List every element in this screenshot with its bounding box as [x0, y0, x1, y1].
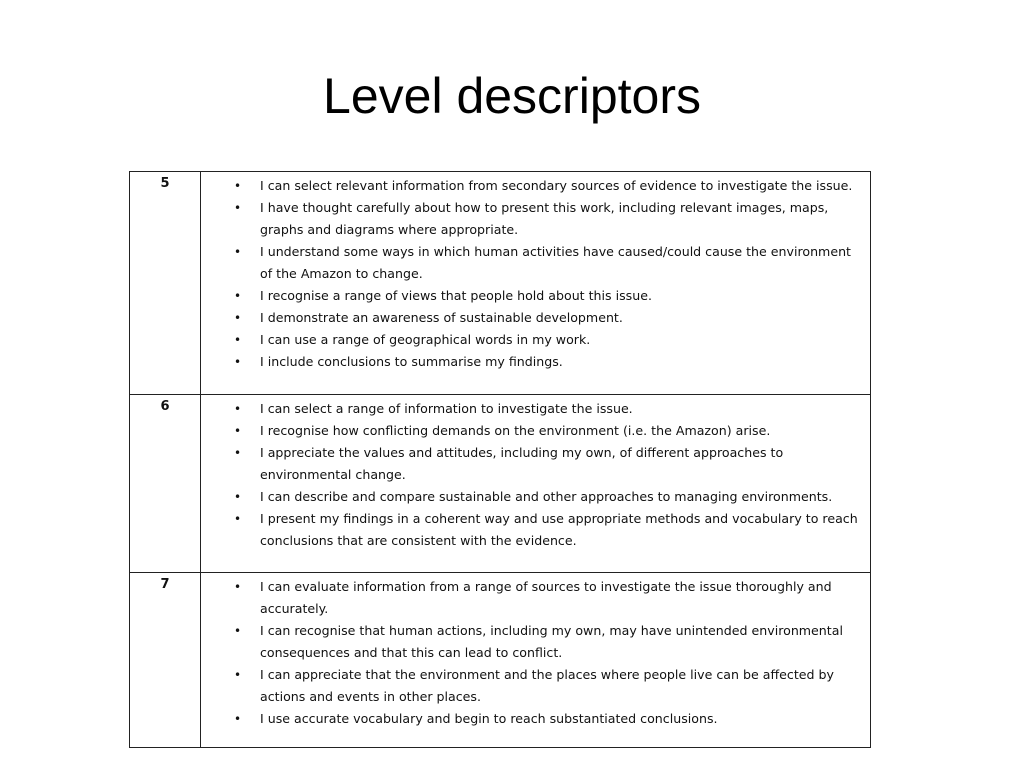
bullet-icon: •: [234, 446, 242, 460]
list-item: [201, 576, 862, 620]
slide-title: Level descriptors: [323, 68, 701, 124]
descriptor-text: I recognise a range of views that people hold about this issue.: [260, 288, 652, 303]
descriptor-text: I can recognise that human actions, including my own, may have unintended environmental consequences and that this can lead to conflict.: [260, 623, 843, 660]
level-descriptors-table: [129, 171, 871, 748]
list-item: [201, 329, 862, 351]
bullet-icon: •: [234, 289, 242, 303]
descriptor-text: I can select relevant information from secondary sources of evidence to investigate the issue.: [260, 178, 853, 193]
bullet-icon: •: [234, 245, 242, 259]
bullet-icon: •: [234, 490, 242, 504]
descriptor-text: I demonstrate an awareness of sustainable development.: [260, 310, 623, 325]
list-item: [201, 442, 862, 486]
descriptor-text: I use accurate vocabulary and begin to reach substantiated conclusions.: [260, 711, 718, 726]
descriptor-text: I have thought carefully about how to present this work, including relevant images, maps, graphs and diagrams where appropriate.: [260, 200, 829, 237]
descriptor-list: [201, 172, 870, 373]
list-item: [201, 285, 862, 307]
bullet-icon: •: [234, 512, 242, 526]
list-item: [201, 620, 862, 664]
descriptor-text: I understand some ways in which human activities have caused/could cause the environment of the Amazon to change.: [260, 244, 851, 281]
descriptor-text: I present my findings in a coherent way and use appropriate methods and vocabulary to reach conclusions that are consistent with the evidence.: [260, 511, 858, 548]
table-row-level-6: [130, 395, 871, 573]
level-number: 5: [130, 172, 201, 395]
descriptor-list: [201, 395, 870, 552]
bullet-icon: •: [234, 712, 242, 726]
bullet-icon: •: [234, 668, 242, 682]
descriptor-text: I appreciate the values and attitudes, including my own, of different approaches to environmental change.: [260, 445, 784, 482]
level-number: 6: [130, 395, 201, 573]
descriptor-text: I can use a range of geographical words in my work.: [260, 332, 591, 347]
bullet-icon: •: [234, 333, 242, 347]
list-item: [201, 241, 862, 285]
bullet-icon: •: [234, 201, 242, 215]
bullet-icon: •: [234, 624, 242, 638]
list-item: [201, 508, 862, 552]
bullet-icon: •: [234, 355, 242, 369]
bullet-icon: •: [234, 402, 242, 416]
list-item: [201, 307, 862, 329]
list-item: [201, 175, 862, 197]
level-table-frame: [129, 171, 870, 726]
list-item: [201, 486, 862, 508]
bullet-icon: •: [234, 179, 242, 193]
level-number: 7: [130, 573, 201, 748]
list-item: [201, 708, 862, 730]
descriptor-list: [201, 573, 870, 730]
descriptor-text: I can evaluate information from a range of sources to investigate the issue thoroughly and accurately.: [260, 579, 832, 616]
descriptor-text: I can appreciate that the environment and the places where people live can be affected by actions and events in other places.: [260, 667, 834, 704]
list-item: [201, 351, 862, 373]
table-row-level-7: [130, 573, 871, 748]
descriptor-cell: [201, 395, 871, 573]
list-item: [201, 664, 862, 708]
descriptor-text: I can select a range of information to investigate the issue.: [260, 401, 633, 416]
bullet-icon: •: [234, 424, 242, 438]
list-item: [201, 197, 862, 241]
list-item: [201, 398, 862, 420]
descriptor-cell: [201, 573, 871, 748]
table-row-level-5: [130, 172, 871, 395]
descriptor-text: I recognise how conflicting demands on the environment (i.e. the Amazon) arise.: [260, 423, 771, 438]
descriptor-cell: [201, 172, 871, 395]
list-item: [201, 420, 862, 442]
bullet-icon: •: [234, 580, 242, 594]
bullet-icon: •: [234, 311, 242, 325]
descriptor-text: I include conclusions to summarise my findings.: [260, 354, 563, 369]
descriptor-text: I can describe and compare sustainable and other approaches to managing environments.: [260, 489, 833, 504]
